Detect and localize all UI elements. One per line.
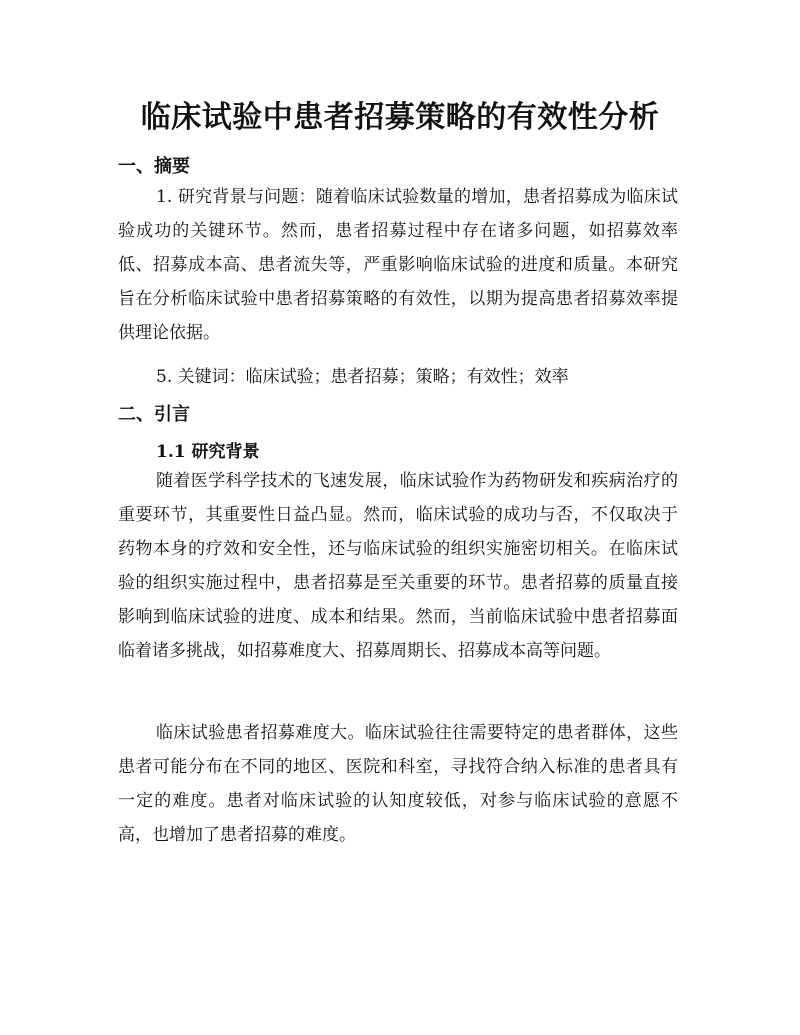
abstract-paragraph-keywords: 5. 关键词：临床试验；患者招募；策略；有效性；效率: [156, 367, 569, 387]
abstract-paragraph-background: 1. 研究背景与问题：随着临床试验数量的增加，患者招募成为临床试验成功的关键环节。然而，患者招募过程中存在诸多问题，如招募效率低、招募成本高、患者流失等，严重影响临床试验的进度和质量。本研究旨在分析临床试验中患者招募策略的有效性，以期为提高患者招募效率提供理论依据。: [118, 187, 678, 343]
section-heading-introduction: 二、引言: [118, 404, 190, 425]
subheading-research-background: 1.1 研究背景: [156, 442, 260, 462]
document-title: 临床试验中患者招募策略的有效性分析: [140, 100, 660, 135]
intro-paragraph-2: 临床试验患者招募难度大。临床试验往往需要特定的患者群体，这些患者可能分布在不同的地区、医院和科室，寻找符合纳入标准的患者具有一定的难度。患者对临床试验的认知度较低，对参与临床试验的意愿不高，也增加了患者招募的难度。: [118, 723, 678, 845]
intro-paragraph-1: 随着医学科学技术的飞速发展，临床试验作为药物研发和疾病治疗的重要环节，其重要性日益凸显。然而，临床试验的成功与否，不仅取决于药物本身的疗效和安全性，还与临床试验的组织实施密切相关。在临床试验的组织实施过程中，患者招募是至关重要的环节。患者招募的质量直接影响到临床试验的进度、成本和结果。然而，当前临床试验中患者招募面临着诸多挑战，如招募难度大、招募周期长、招募成本高等问题。: [118, 471, 678, 661]
section-heading-abstract: 一、摘要: [118, 156, 190, 177]
